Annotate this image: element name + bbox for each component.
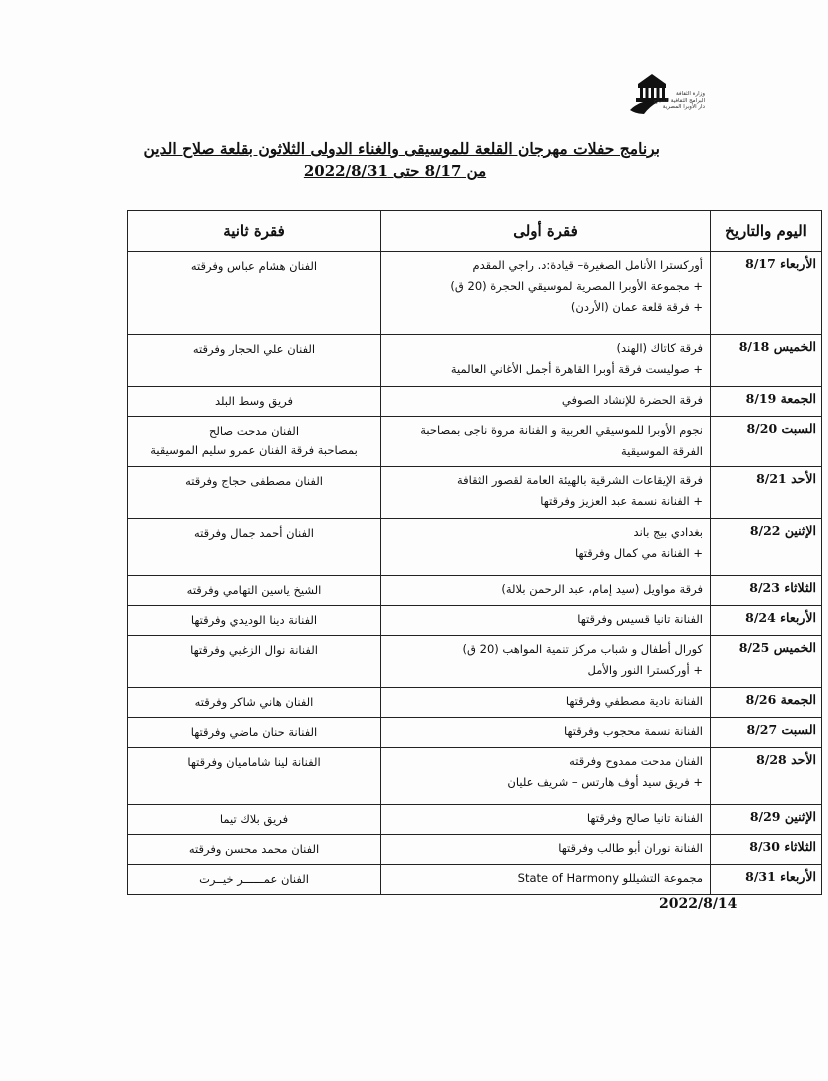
performance-line: الفنان مدحت ممدوح وفرقته	[569, 754, 703, 768]
table-row	[128, 576, 822, 606]
cell-first-segment	[381, 835, 711, 865]
cell-day-date: الثلاثاء 8/30	[711, 835, 822, 865]
cell-second-segment	[128, 417, 381, 467]
cell-day-date: السبت 8/20	[711, 417, 822, 467]
cell-second-segment	[128, 335, 381, 387]
table-row	[128, 865, 822, 895]
performance-line: فريق بلاك تيما	[219, 812, 289, 826]
cell-first-segment	[381, 417, 711, 467]
logo-caption-line: البرامج الثقافية للسياح	[653, 97, 705, 104]
cell-day-date: الخميس 8/25	[711, 636, 822, 688]
table-row	[128, 718, 822, 748]
cell-first-segment	[381, 335, 711, 387]
cell-day-date: الإثنين 8/22	[711, 519, 822, 576]
table-row	[128, 748, 822, 805]
cell-second-segment	[128, 467, 381, 519]
schedule-table	[127, 210, 822, 895]
performance-line: الفنانة دينا الوديدي وفرقتها	[190, 613, 318, 627]
logo-caption-line: وزارة الثقافة	[675, 91, 705, 97]
performance-line: الفنان علي الحجار وفرقته	[192, 342, 316, 356]
cell-second-segment	[128, 718, 381, 748]
table-header-row	[128, 211, 822, 252]
table-row	[128, 688, 822, 718]
performance-line: الفنان هاني شاكر وفرقته	[194, 695, 314, 709]
table-row	[128, 835, 822, 865]
cell-second-segment	[128, 519, 381, 576]
performance-line: + الفنانة نسمة عبد العزيز وفرقتها	[540, 494, 703, 508]
cell-day-date: الأربعاء 8/17	[711, 252, 822, 335]
cell-day-date: الجمعة 8/19	[711, 387, 822, 417]
cell-day-date: الأحد 8/21	[711, 467, 822, 519]
cell-day-date: الأربعاء 8/24	[711, 606, 822, 636]
performance-line: الفنانة لينا شاماميان وفرقتها	[187, 755, 321, 769]
performance-line: الشيخ ياسين التهامي وفرقته	[186, 583, 322, 597]
performance-line: + فرقة قلعة عمان (الأردن)	[570, 300, 703, 314]
cell-second-segment	[128, 835, 381, 865]
performance-line: بغدادي بيج باند	[633, 525, 703, 539]
cell-second-segment	[128, 252, 381, 335]
document-date: 2022/8/14	[659, 896, 738, 912]
cell-first-segment	[381, 252, 711, 335]
page-title: برنامج حفلات مهرجان القلعة للموسيقى والغناء الدولى الثلاثون بقلعة صلاح الدين	[143, 139, 660, 158]
table-row	[128, 387, 822, 417]
performance-line: فرقة الإيقاعات الشرقية بالهيئة العامة لقصور الثقافة	[457, 473, 703, 487]
table-row	[128, 467, 822, 519]
performance-line: الفنانة تانيا قسيس وفرقتها	[577, 612, 703, 626]
cell-first-segment	[381, 688, 711, 718]
cell-first-segment	[381, 636, 711, 688]
table-row	[128, 805, 822, 835]
performance-line: الفنانة نوران أبو طالب وفرقتها	[558, 841, 703, 855]
performance-line: مجموعة التشيللو State of Harmony	[517, 871, 703, 885]
performance-line: الفنانة حنان ماضي وفرقتها	[190, 725, 318, 739]
performance-line: فرقة الحضرة للإنشاد الصوفي	[561, 393, 703, 407]
cell-day-date: الإثنين 8/29	[711, 805, 822, 835]
performance-line: + فريق سيد أوف هارتس – شريف عليان	[507, 775, 703, 789]
cell-second-segment	[128, 636, 381, 688]
performance-line: الفنان عمــــــر خيــرت	[199, 872, 309, 886]
column-header-second: فقرة ثانية	[128, 211, 381, 252]
performance-line: الفنانة تانيا صالح وفرقتها	[586, 811, 703, 825]
performance-line: فرقة مواويل (سيد إمام، عبد الرحمن بلالة)	[501, 582, 703, 596]
performance-line: + صوليست فرقة أوبرا القاهرة أجمل الأغاني العالمية	[450, 362, 703, 376]
performance-line: أوركسترا الأنامل الصغيرة– قيادة:د. راجي المقدم	[472, 258, 703, 272]
cell-day-date: الأربعاء 8/31	[711, 865, 822, 895]
performance-line: + مجموعة الأوبرا المصرية لموسيقي الحجرة (20 ق)	[450, 279, 703, 293]
cell-second-segment	[128, 606, 381, 636]
cell-day-date: السبت 8/27	[711, 718, 822, 748]
logo-caption-line: دار الأوبرا المصرية	[662, 104, 705, 110]
performance-line: بمصاحبة فرقة الفنان عمرو سليم الموسيقية	[150, 443, 358, 457]
table-row	[128, 335, 822, 387]
cell-first-segment	[381, 519, 711, 576]
cell-second-segment	[128, 805, 381, 835]
table-row	[128, 519, 822, 576]
column-header-first: فقرة أولى	[381, 211, 711, 252]
column-header-day: اليوم والتاريخ	[711, 211, 822, 252]
cell-first-segment	[381, 606, 711, 636]
performance-line: الفنان محمد محسن وفرقته	[188, 842, 320, 856]
table-row	[128, 252, 822, 335]
performance-line: + الفنانة مي كمال وفرقتها	[574, 546, 703, 560]
cell-second-segment	[128, 748, 381, 805]
performance-line: الفنانة نادية مصطفي وفرقتها	[565, 694, 703, 708]
performance-line: الفنانة نوال الزغبي وفرقتها	[190, 643, 318, 657]
performance-line: نجوم الأوبرا للموسيقي العربية و الفنانة مروة ناجى بمصاحبة	[420, 423, 703, 437]
performance-line: الفنان هشام عباس وفرقته	[190, 259, 318, 273]
cell-first-segment	[381, 718, 711, 748]
cell-second-segment	[128, 865, 381, 895]
logo-caption	[653, 91, 705, 111]
cell-day-date: الثلاثاء 8/23	[711, 576, 822, 606]
cell-day-date: الخميس 8/18	[711, 335, 822, 387]
cell-day-date: الأحد 8/28	[711, 748, 822, 805]
cell-first-segment	[381, 805, 711, 835]
performance-line: فريق وسط البلد	[214, 394, 294, 408]
cell-first-segment	[381, 865, 711, 895]
performance-line: الفنان مصطفى حجاج وفرقته	[185, 474, 323, 488]
cell-day-date: الجمعة 8/26	[711, 688, 822, 718]
performance-line: + أوركسترا النور والأمل	[587, 663, 703, 677]
performance-line: الفنانة نسمة محجوب وفرقتها	[563, 724, 703, 738]
table-row	[128, 417, 822, 467]
performance-line: فرقة كاتاك (الهند)	[616, 341, 703, 355]
performance-line: الفنان أحمد جمال وفرقته	[193, 526, 315, 540]
cell-second-segment	[128, 576, 381, 606]
page-subtitle: من 8/17 حتى 2022/8/31	[303, 162, 487, 180]
performance-line: الفنان مدحت صالح	[208, 424, 300, 438]
table-row	[128, 606, 822, 636]
cell-second-segment	[128, 387, 381, 417]
cell-second-segment	[128, 688, 381, 718]
cell-first-segment	[381, 748, 711, 805]
cell-first-segment	[381, 576, 711, 606]
performance-line: كورال أطفال و شباب مركز تنمية المواهب (20 ق)	[462, 642, 703, 656]
cell-first-segment	[381, 387, 711, 417]
table-row	[128, 636, 822, 688]
cell-first-segment	[381, 467, 711, 519]
performance-line: الفرقة الموسيقية	[620, 444, 703, 458]
